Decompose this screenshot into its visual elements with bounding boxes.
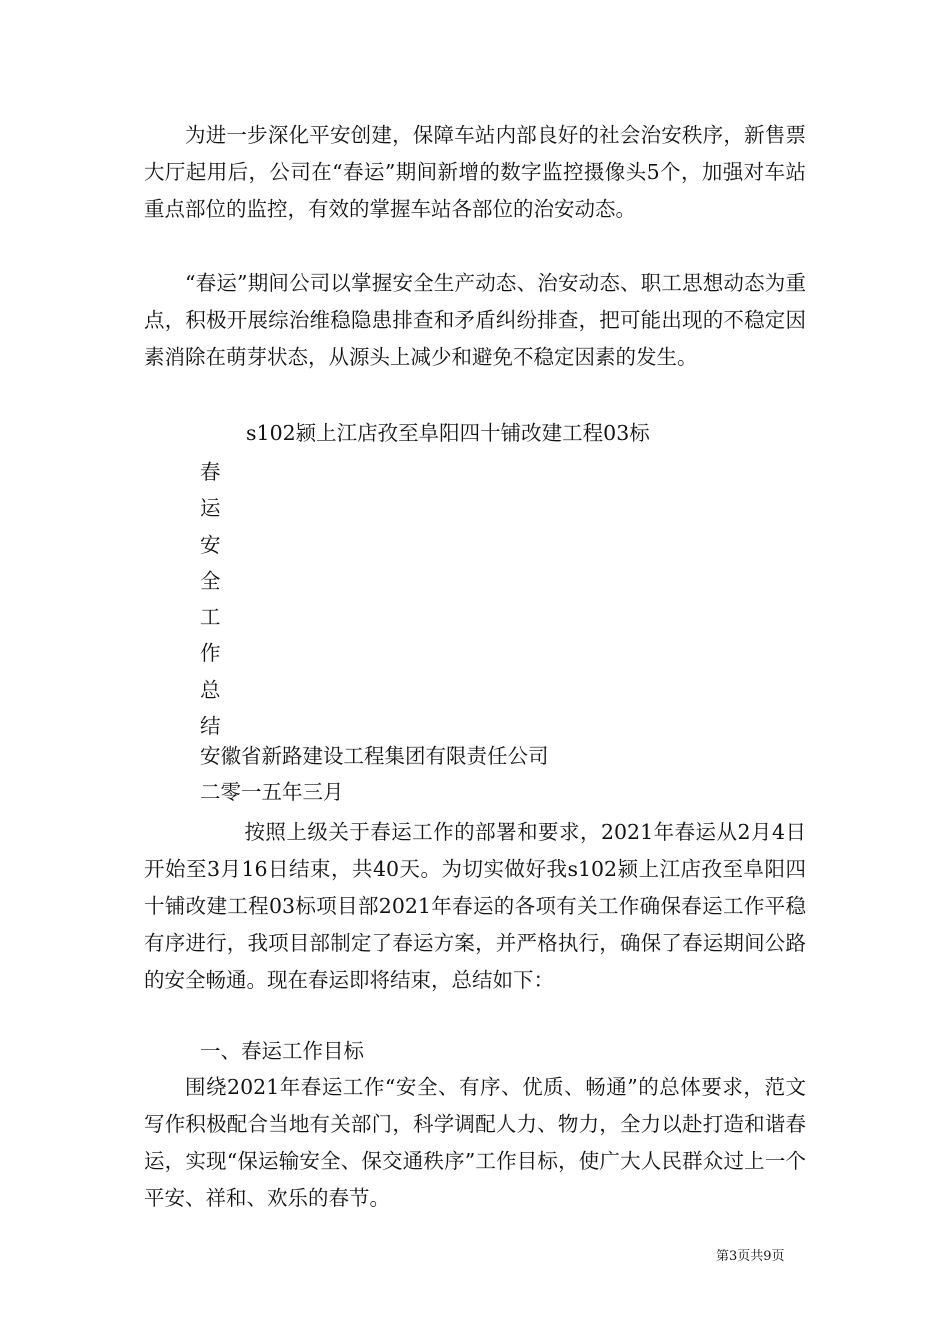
section-heading-goals: 一、春运工作目标 (200, 1039, 364, 1063)
vertical-title-char: 春 (200, 460, 221, 484)
paragraph-goals: 围绕2021年春运工作“安全、有序、优质、畅通”的总体要求，范文写作积极配合当地有关部门，科学调配人力、物力，全力以赴打造和谐春运，实现“保运输安全、保交通秩序”工作目标，使广大人民群众过上一个平安、祥和、欢乐的春节。 (144, 1075, 806, 1210)
vertical-title-char: 全 (200, 568, 221, 593)
company-name: 安徽省新路建设工程集团有限责任公司 (200, 744, 549, 768)
report-date: 二零一五年三月 (200, 780, 344, 804)
paragraph-stability-management: “春运”期间公司以掌握安全生产动态、治安动态、职工思想动态为重点，积极开展综治维稳隐患排查和矛盾纠纷排查，把可能出现的不稳定因素消除在萌芽状态，从源头上减少和避免不稳定因素的发生。 (144, 271, 806, 369)
vertical-title-char: 结 (200, 714, 221, 739)
paragraph-introduction: 按照上级关于春运工作的部署和要求，2021年春运从2月4日开始至3月16日结束，共40天。为切实做好我s102颍上江店孜至阜阳四十铺改建工程03标项目部2021年春运的各项有关工作确保春运工作平稳有序进行，我项目部制定了春运方案，并严格执行，确保了春运期间公路的安全畅通。现在春运即将结束，总结如下： (144, 820, 806, 992)
vertical-report-title (200, 454, 221, 744)
vertical-title-char: 安 (200, 532, 221, 557)
project-subtitle: s102颍上江店孜至阜阳四十铺改建工程03标 (246, 421, 650, 445)
vertical-title-char: 总 (200, 677, 221, 702)
vertical-title-char: 运 (200, 496, 221, 521)
vertical-title-char: 作 (200, 641, 221, 666)
vertical-title-char: 工 (200, 605, 221, 630)
page-number: 第3页共9页 (716, 1249, 785, 1264)
paragraph-security-monitoring: 为进一步深化平安创建，保障车站内部良好的社会治安秩序，新售票大厅起用后，公司在“春运”期间新增的数字监控摄像头5个，加强对车站重点部位的监控，有效的掌握车站各部位的治安动态。 (144, 123, 806, 221)
